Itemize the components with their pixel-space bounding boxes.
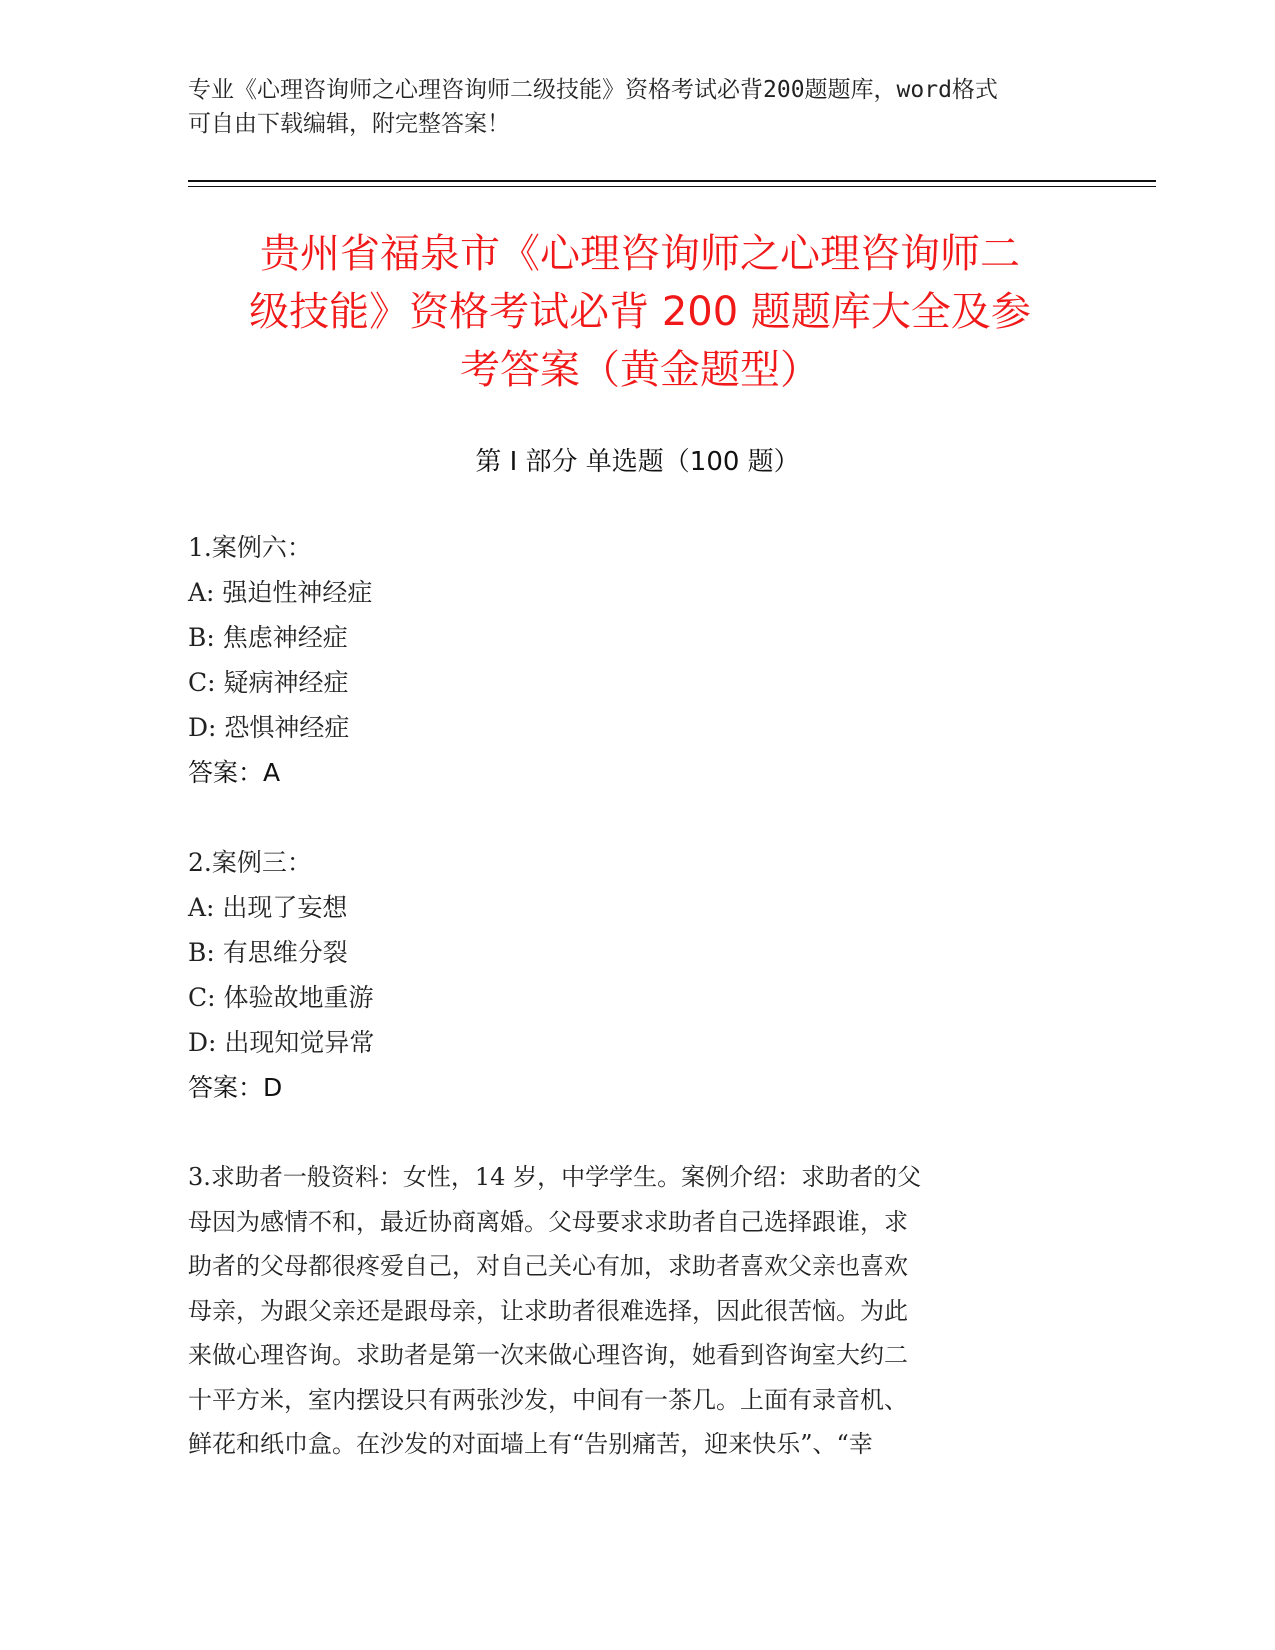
title-line-1: 贵州省福泉市《心理咨询师之心理咨询师二 — [260, 231, 1020, 277]
option-b: B: 焦虑神经症 — [188, 623, 348, 652]
header-line-2: 可自由下载编辑，附完整答案！ — [188, 111, 510, 137]
answer-line: 答案：D — [188, 1073, 283, 1102]
header-divider-thin — [188, 186, 1156, 187]
header-line-1: 专业《心理咨询师之心理咨询师二级技能》资格考试必背200题题库，word格式 — [188, 77, 998, 103]
title-line-3: 考答案（黄金题型） — [460, 347, 820, 393]
question-3-line: 十平方米，室内摆设只有两张沙发，中间有一茶几。上面有录音机、 — [188, 1385, 908, 1414]
answer-line: 答案：A — [188, 758, 281, 787]
question-3-line: 母亲，为跟父亲还是跟母亲，让求助者很难选择，因此很苦恼。为此 — [188, 1296, 908, 1325]
title-line-2: 级技能》资格考试必背 200 题题库大全及参 — [249, 289, 1031, 335]
option-c: C: 体验故地重游 — [188, 983, 374, 1012]
question-3-line: 母因为感情不和，最近协商离婚。父母要求求助者自己选择跟谁，求 — [188, 1207, 908, 1236]
header-divider-thick — [188, 180, 1156, 182]
question-3-line: 3.求助者一般资料：女性，14 岁，中学学生。案例介绍：求助者的父 — [188, 1163, 922, 1191]
question-1 — [188, 525, 372, 795]
option-b: B: 有思维分裂 — [188, 938, 348, 967]
option-c: C: 疑病神经症 — [188, 668, 349, 697]
question-3 — [188, 1155, 1068, 1467]
option-d: D: 恐惧神经症 — [188, 713, 350, 742]
section-heading: 第 I 部分 单选题（100 题） — [475, 447, 800, 477]
question-3-line: 助者的父母都很疼爱自己，对自己关心有加，求助者喜欢父亲也喜欢 — [188, 1252, 908, 1280]
option-d: D: 出现知觉异常 — [188, 1028, 375, 1057]
header-notice — [188, 73, 1068, 141]
option-a: A: 强迫性神经症 — [188, 578, 373, 607]
question-stem: 2.案例三： — [188, 848, 312, 877]
question-3-line: 来做心理咨询。求助者是第一次来做心理咨询，她看到咨询室大约二 — [188, 1341, 908, 1369]
question-3-line: 鲜花和纸巾盒。在沙发的对面墙上有“告别痛苦，迎来快乐”、“幸 — [188, 1430, 873, 1458]
question-2 — [188, 840, 374, 1110]
question-stem: 1.案例六： — [188, 533, 312, 562]
document-title — [160, 225, 1120, 399]
option-a: A: 出现了妄想 — [188, 893, 348, 922]
